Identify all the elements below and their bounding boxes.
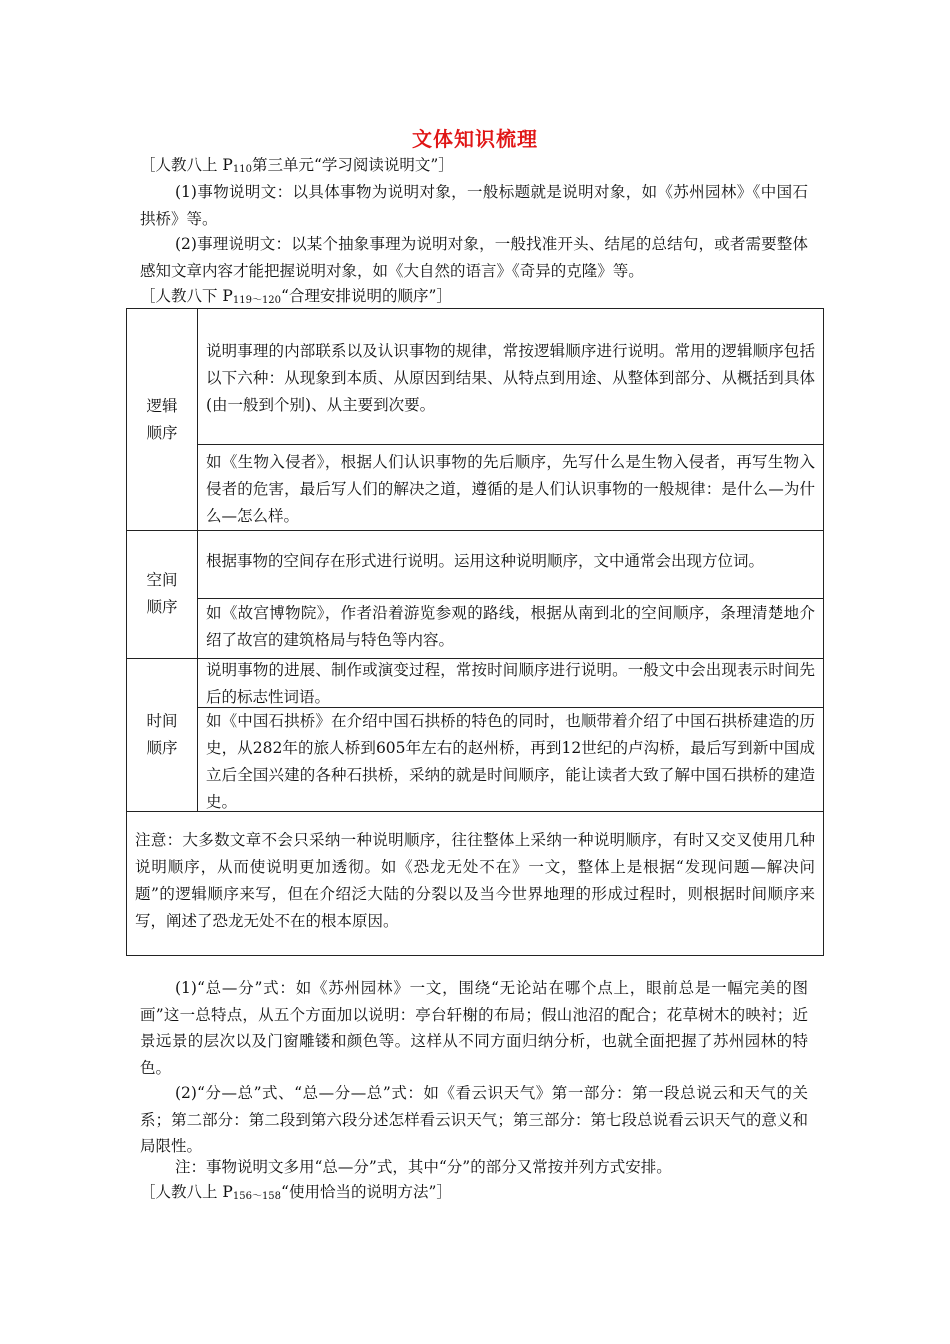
label-space-order: 空间顺序: [146, 571, 178, 616]
section-reference-3: ［人教八上 $P_{156\sim 158}“$使用恰当的说明方法”］: [140, 1183, 452, 1202]
time-order-description: 说明事物的进展、制作或演变过程，常按时间顺序进行说明。一般文中会出现表示时间先后的标志性词语。: [206, 661, 815, 706]
section-reference-1: ［人教八上 $P_{110}$第三单元“学习阅读说明文”］: [140, 156, 454, 175]
explanation-order-table: [126, 308, 824, 956]
logic-order-example: 如《生物入侵者》，根据人们认识事物的先后顺序，先写什么是生物入侵者，再写生物入侵者的危害，最后写人们的解决之道，遵循的是人们认识事物的一般规律：是什么—为什么—怎么样。: [206, 453, 815, 525]
document-title: 文体知识梳理: [412, 127, 538, 151]
paragraph-thing-explanation: (1)事物说明文：以具体事物为说明对象，一般标题就是说明对象，如《苏州园林》《中国石拱桥》等。: [140, 183, 808, 228]
label-logic-order: 逻辑顺序: [146, 396, 178, 442]
paragraph-total-part: (1)“总—分”式：如《苏州园林》一文，围绕“无论站在哪个点上，眼前总是一幅完美的图画”这一总特点，从五个方面加以说明：亭台轩榭的布局；假山池沼的配合；花草树木的映衬；近景远景的层次以及门窗雕镂和颜色等。这样从不同方面归纳分析，也就全面把握了苏州园林的特色。: [140, 979, 808, 1077]
table-note: 注意：大多数文章不会只采纳一种说明顺序，往往整体上采纳一种说明顺序，有时又交叉使用几种说明顺序，从而使说明更加透彻。如《恐龙无处不在》一文，整体上是根据“发现问题—解决问题”的逻辑顺序来写，但在介绍泛大陆的分裂以及当今世界地理的形成过程时，则根据时间顺序来写，阐述了恐龙无处不在的根本原因。: [135, 831, 815, 930]
paragraph-part-total: (2)“分—总”式、“总—分—总”式：如《看云识天气》第一部分：第一段总说云和天气的关系；第二部分：第二段到第六段分述怎样看云识天气；第三部分：第七段总说看云识天气的意义和局限性。: [140, 1084, 808, 1155]
logic-order-description: 说明事理的内部联系以及认识事物的规律，常按逻辑顺序进行说明。常用的逻辑顺序包括以下六种：从现象到本质、从原因到结果、从特点到用途、从整体到部分、从概括到具体(由一般到个别)、从主要到次要。: [206, 342, 815, 414]
section-reference-2: ［人教八下 $P_{119\sim 120}“$合理安排说明的顺序”］: [140, 287, 452, 306]
paragraph-reason-explanation: (2)事理说明文：以某个抽象事理为说明对象，一般找准开头、结尾的总结句，或者需要整体感知文章内容才能把握说明对象，如《大自然的语言》《奇异的克隆》等。: [140, 235, 808, 280]
space-order-description: 根据事物的空间存在形式进行说明。运用这种说明顺序，文中通常会出现方位词。: [206, 552, 765, 570]
space-order-example: 如《故宫博物院》，作者沿着游览参观的路线，根据从南到北的空间顺序，条理清楚地介绍了故宫的建筑格局与特色等内容。: [206, 604, 815, 649]
time-order-example: 如《中国石拱桥》在介绍中国石拱桥的特色的同时，也顺带着介绍了中国石拱桥建造的历史，从282年的旅人桥到605年左右的赵州桥，再到12世纪的卢沟桥，最后写到新中国成立后全国兴建的各种石拱桥，采纳的就是时间顺序，能让读者大致了解中国石拱桥的建造史。: [206, 712, 815, 811]
paragraph-note: 注：事物说明文多用“总—分”式，其中“分”的部分又常按并列方式安排。: [175, 1158, 672, 1176]
label-time-order: 时间顺序: [146, 711, 178, 757]
